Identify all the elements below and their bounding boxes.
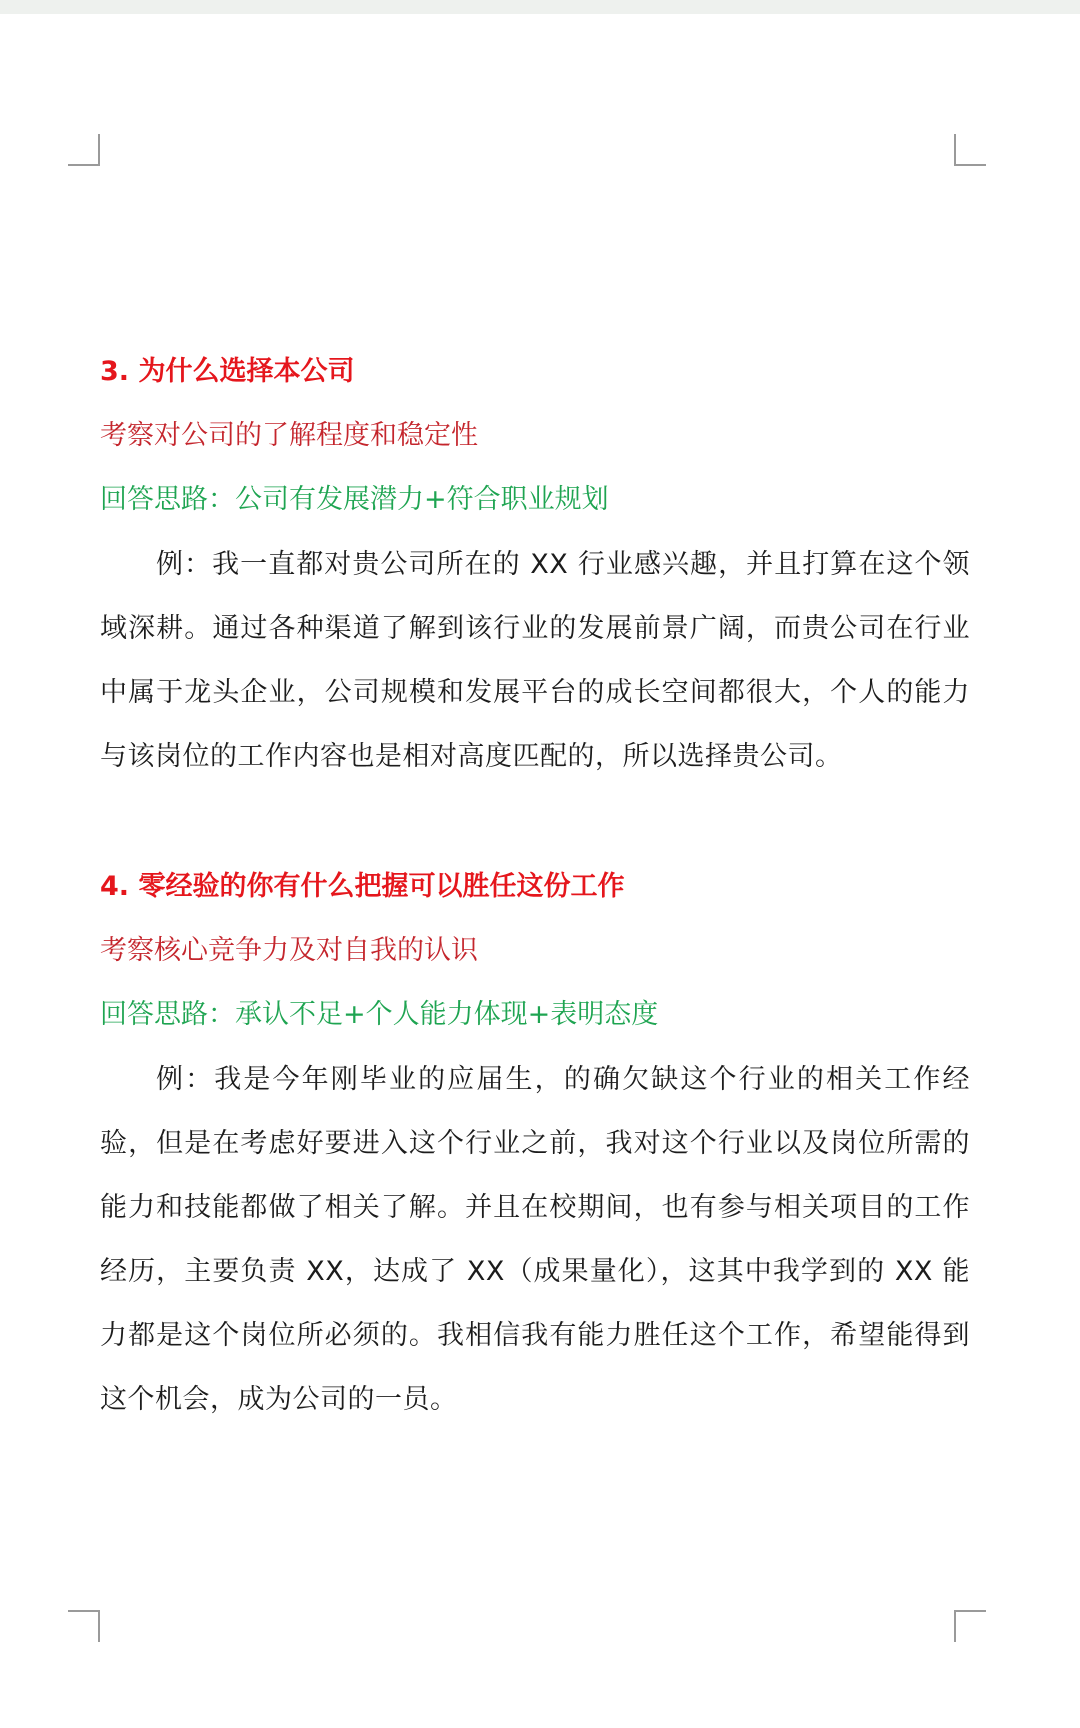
answer-approach: 回答思路：承认不足+个人能力体现+表明态度: [100, 999, 659, 1030]
corner-mark-bottom-right: [954, 1610, 986, 1642]
corner-mark-top-left: [68, 134, 100, 166]
question-focus: 考察核心竞争力及对自我的认识: [100, 935, 478, 966]
example-answer: 例：我是今年刚毕业的应届生，的确欠缺这个行业的相关工作经验，但是在考虑好要进入这个行业之前，我对这个行业以及岗位所需的能力和技能都做了相关了解。并且在校期间，也有参与相关项目的工作经历，主要负责 XX，达成了 XX（成果量化），这其中我学到的 XX 能力都是这个岗位所必须的。我相信我有能力胜任这个工作，希望能得到这个机会，成为公司的一员。: [100, 1064, 970, 1415]
corner-mark-bottom-left: [68, 1610, 100, 1642]
example-answer: 例：我一直都对贵公司所在的 XX 行业感兴趣，并且打算在这个领域深耕。通过各种渠道了解到该行业的发展前景广阔，而贵公司在行业中属于龙头企业，公司规模和发展平台的成长空间都很大，个人的能力与该岗位的工作内容也是相对高度匹配的，所以选择贵公司。: [100, 549, 970, 772]
corner-mark-top-right: [954, 134, 986, 166]
answer-approach: 回答思路：公司有发展潜力+符合职业规划: [100, 484, 609, 515]
question-title: 3. 为什么选择本公司: [100, 356, 355, 387]
question-focus: 考察对公司的了解程度和稳定性: [100, 420, 478, 451]
question-section-4: [100, 869, 970, 1432]
question-title: 4. 零经验的你有什么把握可以胜任这份工作: [100, 871, 625, 902]
question-section-3: [100, 354, 970, 789]
